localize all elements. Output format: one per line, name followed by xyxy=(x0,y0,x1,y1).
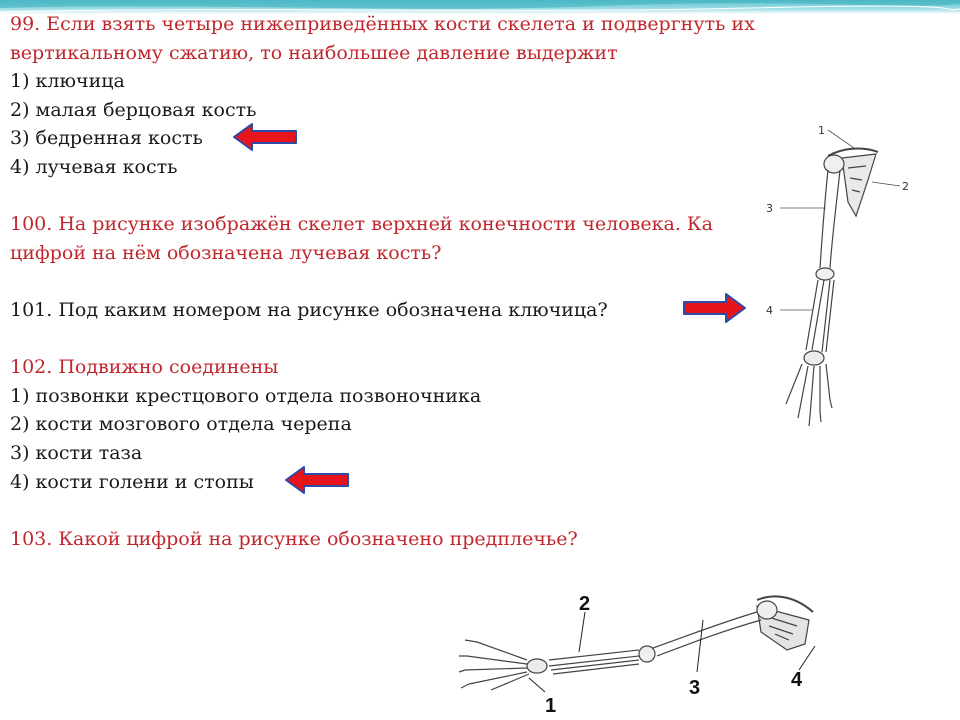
upper-limb-skeleton-figure xyxy=(750,118,918,436)
q102-title: 102. Подвижно соединены xyxy=(10,356,279,379)
figure-lower-label-3: 3 xyxy=(689,677,701,699)
q103-text: 103. Какой цифрой на рисунке обозначено предплечье? xyxy=(10,527,578,550)
q100-line-1: 100. На рисунке изображён скелет верхней конечности человека. Ка xyxy=(10,213,713,236)
figure-upper-label-3: 3 xyxy=(766,202,773,215)
q99-option-1: 1) ключица xyxy=(10,70,125,93)
slide-text xyxy=(10,10,770,553)
q99-option-4: 4) лучевая кость xyxy=(10,155,178,178)
figure-upper-label-4: 4 xyxy=(766,304,773,317)
q102-option-2: 2) кости мозгового отдела черепа xyxy=(10,413,352,436)
q102-option-1: 1) позвонки крестцового отдела позвоночника xyxy=(10,384,482,407)
figure-lower-label-4: 4 xyxy=(791,669,803,691)
horizontal-arm-skeleton-figure xyxy=(457,560,827,720)
answer-arrow-right-icon xyxy=(682,291,748,325)
q99-option-2: 2) малая берцовая кость xyxy=(10,98,257,121)
q99-title-cont: вертикальному сжатию, то наибольшее давление выдержит xyxy=(10,41,618,64)
figure-lower-label-1: 1 xyxy=(545,695,557,717)
figure-lower-label-2: 2 xyxy=(579,593,591,615)
q100-line-2: цифрой на нём обозначена лучевая кость? xyxy=(10,241,442,264)
figure-upper-label-2: 2 xyxy=(902,180,909,193)
q99-option-3: 3) бедренная кость xyxy=(10,127,203,150)
q101-text: 101. Под каким номером на рисунке обозначена ключица? xyxy=(10,298,608,321)
q99-title: 99. Если взять четыре нижеприведённых кости скелета и подвергнуть их xyxy=(10,13,755,35)
q102-option-4: 4) кости голени и стопы xyxy=(10,470,254,493)
q102-option-3: 3) кости таза xyxy=(10,441,143,464)
answer-arrow-left-icon xyxy=(232,121,300,153)
figure-upper-label-1: 1 xyxy=(818,124,825,137)
answer-arrow-left-icon xyxy=(284,464,352,496)
